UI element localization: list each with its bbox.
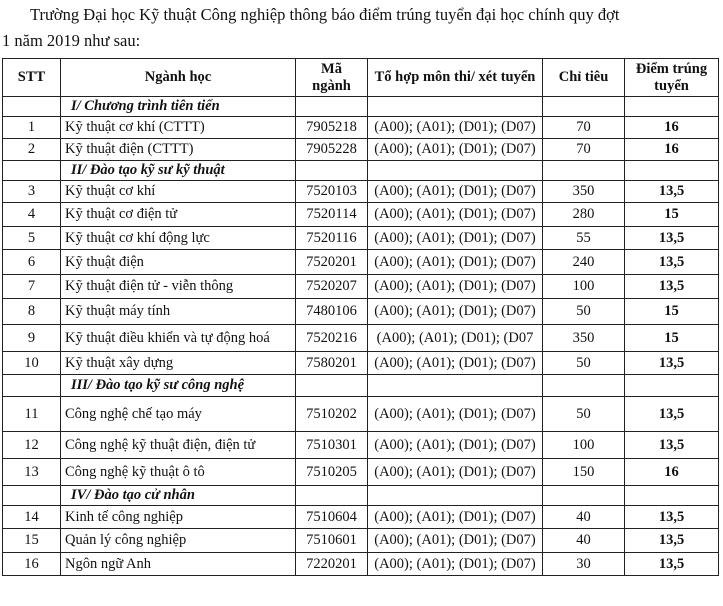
- cell-code: 7520103: [296, 181, 368, 203]
- cell-code: 7510205: [296, 459, 368, 486]
- section-row: [3, 97, 719, 117]
- cell-major: Kỹ thuật máy tính: [61, 299, 296, 325]
- cell-quota: 50: [543, 397, 625, 432]
- cell-score: 16: [625, 459, 719, 486]
- cell-stt: 9: [3, 325, 61, 352]
- table-row: [3, 299, 719, 325]
- header-combo: Tổ hợp môn thi/ xét tuyển: [368, 59, 543, 97]
- section-empty-cell: [368, 161, 543, 181]
- table-row: [3, 203, 719, 227]
- cell-combo: (A00); (A01); (D01); (D07): [368, 227, 543, 250]
- cell-combo: (A00); (A01); (D01); (D07): [368, 203, 543, 227]
- cell-major: Công nghệ kỹ thuật điện, điện tử: [61, 432, 296, 459]
- table-row: [3, 529, 719, 553]
- cell-score: 13,5: [625, 250, 719, 275]
- section-title: III/ Đào tạo kỹ sư công nghệ: [61, 375, 296, 397]
- table-row: [3, 506, 719, 529]
- section-empty-cell: [625, 97, 719, 117]
- cell-score: 13,5: [625, 275, 719, 299]
- cell-score: 13,5: [625, 506, 719, 529]
- cell-major: Kỹ thuật cơ khí (CTTT): [61, 117, 296, 139]
- header-code: Mã ngành: [296, 59, 368, 97]
- cell-code: 7520114: [296, 203, 368, 227]
- cell-quota: 40: [543, 506, 625, 529]
- section-title: II/ Đào tạo kỹ sư kỹ thuật: [61, 161, 296, 181]
- table-row: [3, 139, 719, 161]
- cell-combo: (A00); (A01); (D01); (D07): [368, 275, 543, 299]
- cell-major: Kỹ thuật cơ khí động lực: [61, 227, 296, 250]
- cell-combo: (A00); (A01); (D01); (D07): [368, 506, 543, 529]
- section-title: IV/ Đào tạo cử nhân: [61, 486, 296, 506]
- cell-code: 7510301: [296, 432, 368, 459]
- section-empty-cell: [3, 161, 61, 181]
- cell-major: Ngôn ngữ Anh: [61, 553, 296, 576]
- cell-score: 13,5: [625, 352, 719, 375]
- cell-major: Kỹ thuật điều khiển và tự động hoá: [61, 325, 296, 352]
- table-row: [3, 432, 719, 459]
- cell-score: 13,5: [625, 529, 719, 553]
- cell-combo: (A00); (A01); (D01); (D07): [368, 459, 543, 486]
- section-empty-cell: [543, 97, 625, 117]
- section-row: [3, 375, 719, 397]
- cell-combo: (A00); (A01); (D01); (D07: [368, 325, 543, 352]
- cell-stt: 5: [3, 227, 61, 250]
- section-empty-cell: [296, 486, 368, 506]
- header-major: Ngành học: [61, 59, 296, 97]
- cell-stt: 7: [3, 275, 61, 299]
- section-empty-cell: [625, 161, 719, 181]
- cell-code: 7510604: [296, 506, 368, 529]
- cell-score: 15: [625, 325, 719, 352]
- header-row: [3, 59, 719, 97]
- cell-code: 7510601: [296, 529, 368, 553]
- cell-code: 7220201: [296, 553, 368, 576]
- section-empty-cell: [3, 375, 61, 397]
- header-quota: Chỉ tiêu: [543, 59, 625, 97]
- cell-stt: 14: [3, 506, 61, 529]
- table-row: [3, 227, 719, 250]
- cell-quota: 350: [543, 181, 625, 203]
- cell-code: 7905218: [296, 117, 368, 139]
- cell-code: 7520201: [296, 250, 368, 275]
- cell-score: 13,5: [625, 553, 719, 576]
- table-row: [3, 553, 719, 576]
- section-empty-cell: [625, 486, 719, 506]
- cell-code: 7510202: [296, 397, 368, 432]
- cell-score: 13,5: [625, 181, 719, 203]
- section-empty-cell: [368, 486, 543, 506]
- table-row: [3, 397, 719, 432]
- cell-code: 7520116: [296, 227, 368, 250]
- table-row: [3, 181, 719, 203]
- cell-stt: 13: [3, 459, 61, 486]
- cell-score: 16: [625, 117, 719, 139]
- cell-code: 7520207: [296, 275, 368, 299]
- section-empty-cell: [296, 161, 368, 181]
- section-row: [3, 486, 719, 506]
- table-row: [3, 275, 719, 299]
- cell-combo: (A00); (A01); (D01); (D07): [368, 352, 543, 375]
- cell-quota: 280: [543, 203, 625, 227]
- section-empty-cell: [543, 375, 625, 397]
- cell-quota: 40: [543, 529, 625, 553]
- intro-line-2: 1 năm 2019 như sau:: [2, 31, 141, 50]
- table-row: [3, 352, 719, 375]
- header-stt: STT: [3, 59, 61, 97]
- cell-score: 13,5: [625, 227, 719, 250]
- cell-score: 13,5: [625, 397, 719, 432]
- cell-stt: 2: [3, 139, 61, 161]
- section-empty-cell: [296, 97, 368, 117]
- cell-quota: 150: [543, 459, 625, 486]
- section-title: I/ Chương trình tiên tiến: [61, 97, 296, 117]
- cell-stt: 12: [3, 432, 61, 459]
- cell-quota: 50: [543, 352, 625, 375]
- cell-major: Kỹ thuật điện tử - viễn thông: [61, 275, 296, 299]
- cell-combo: (A00); (A01); (D01); (D07): [368, 299, 543, 325]
- cell-major: Kỹ thuật cơ khí: [61, 181, 296, 203]
- cell-code: 7905228: [296, 139, 368, 161]
- cell-quota: 55: [543, 227, 625, 250]
- cell-score: 15: [625, 299, 719, 325]
- cell-code: 7480106: [296, 299, 368, 325]
- cell-code: 7580201: [296, 352, 368, 375]
- cell-code: 7520216: [296, 325, 368, 352]
- cell-score: 16: [625, 139, 719, 161]
- cell-combo: (A00); (A01); (D01); (D07): [368, 529, 543, 553]
- section-empty-cell: [3, 97, 61, 117]
- section-empty-cell: [296, 375, 368, 397]
- section-empty-cell: [543, 161, 625, 181]
- table-row: [3, 325, 719, 352]
- section-empty-cell: [625, 375, 719, 397]
- section-empty-cell: [3, 486, 61, 506]
- table-row: [3, 117, 719, 139]
- admission-score-table: [2, 58, 719, 576]
- cell-major: Kỹ thuật điện (CTTT): [61, 139, 296, 161]
- cell-quota: 100: [543, 275, 625, 299]
- section-empty-cell: [368, 97, 543, 117]
- table-row: [3, 459, 719, 486]
- cell-stt: 11: [3, 397, 61, 432]
- cell-major: Kỹ thuật xây dựng: [61, 352, 296, 375]
- intro-line-1: Trường Đại học Kỹ thuật Công nghiệp thông báo điểm trúng tuyển đại học chính quy đợt: [30, 5, 620, 24]
- table-body: [3, 97, 719, 576]
- cell-major: Kỹ thuật cơ điện tử: [61, 203, 296, 227]
- cell-major: Kinh tế công nghiệp: [61, 506, 296, 529]
- cell-major: Công nghệ chế tạo máy: [61, 397, 296, 432]
- cell-score: 13,5: [625, 432, 719, 459]
- cell-major: Quản lý công nghiệp: [61, 529, 296, 553]
- header-score: Điểm trúng tuyển: [625, 59, 719, 97]
- cell-stt: 6: [3, 250, 61, 275]
- section-row: [3, 161, 719, 181]
- cell-quota: 70: [543, 139, 625, 161]
- cell-quota: 70: [543, 117, 625, 139]
- cell-combo: (A00); (A01); (D01); (D07): [368, 432, 543, 459]
- cell-stt: 4: [3, 203, 61, 227]
- table-row: [3, 250, 719, 275]
- cell-combo: (A00); (A01); (D01); (D07): [368, 397, 543, 432]
- cell-major: Công nghệ kỹ thuật ô tô: [61, 459, 296, 486]
- cell-combo: (A00); (A01); (D01); (D07): [368, 553, 543, 576]
- cell-quota: 30: [543, 553, 625, 576]
- cell-combo: (A00); (A01); (D01); (D07): [368, 181, 543, 203]
- cell-combo: (A00); (A01); (D01); (D07): [368, 139, 543, 161]
- cell-combo: (A00); (A01); (D01); (D07): [368, 250, 543, 275]
- cell-quota: 50: [543, 299, 625, 325]
- cell-stt: 8: [3, 299, 61, 325]
- cell-major: Kỹ thuật điện: [61, 250, 296, 275]
- cell-stt: 1: [3, 117, 61, 139]
- cell-quota: 100: [543, 432, 625, 459]
- cell-stt: 15: [3, 529, 61, 553]
- cell-quota: 350: [543, 325, 625, 352]
- cell-stt: 10: [3, 352, 61, 375]
- section-empty-cell: [543, 486, 625, 506]
- cell-combo: (A00); (A01); (D01); (D07): [368, 117, 543, 139]
- cell-stt: 16: [3, 553, 61, 576]
- cell-quota: 240: [543, 250, 625, 275]
- cell-score: 15: [625, 203, 719, 227]
- cell-stt: 3: [3, 181, 61, 203]
- section-empty-cell: [368, 375, 543, 397]
